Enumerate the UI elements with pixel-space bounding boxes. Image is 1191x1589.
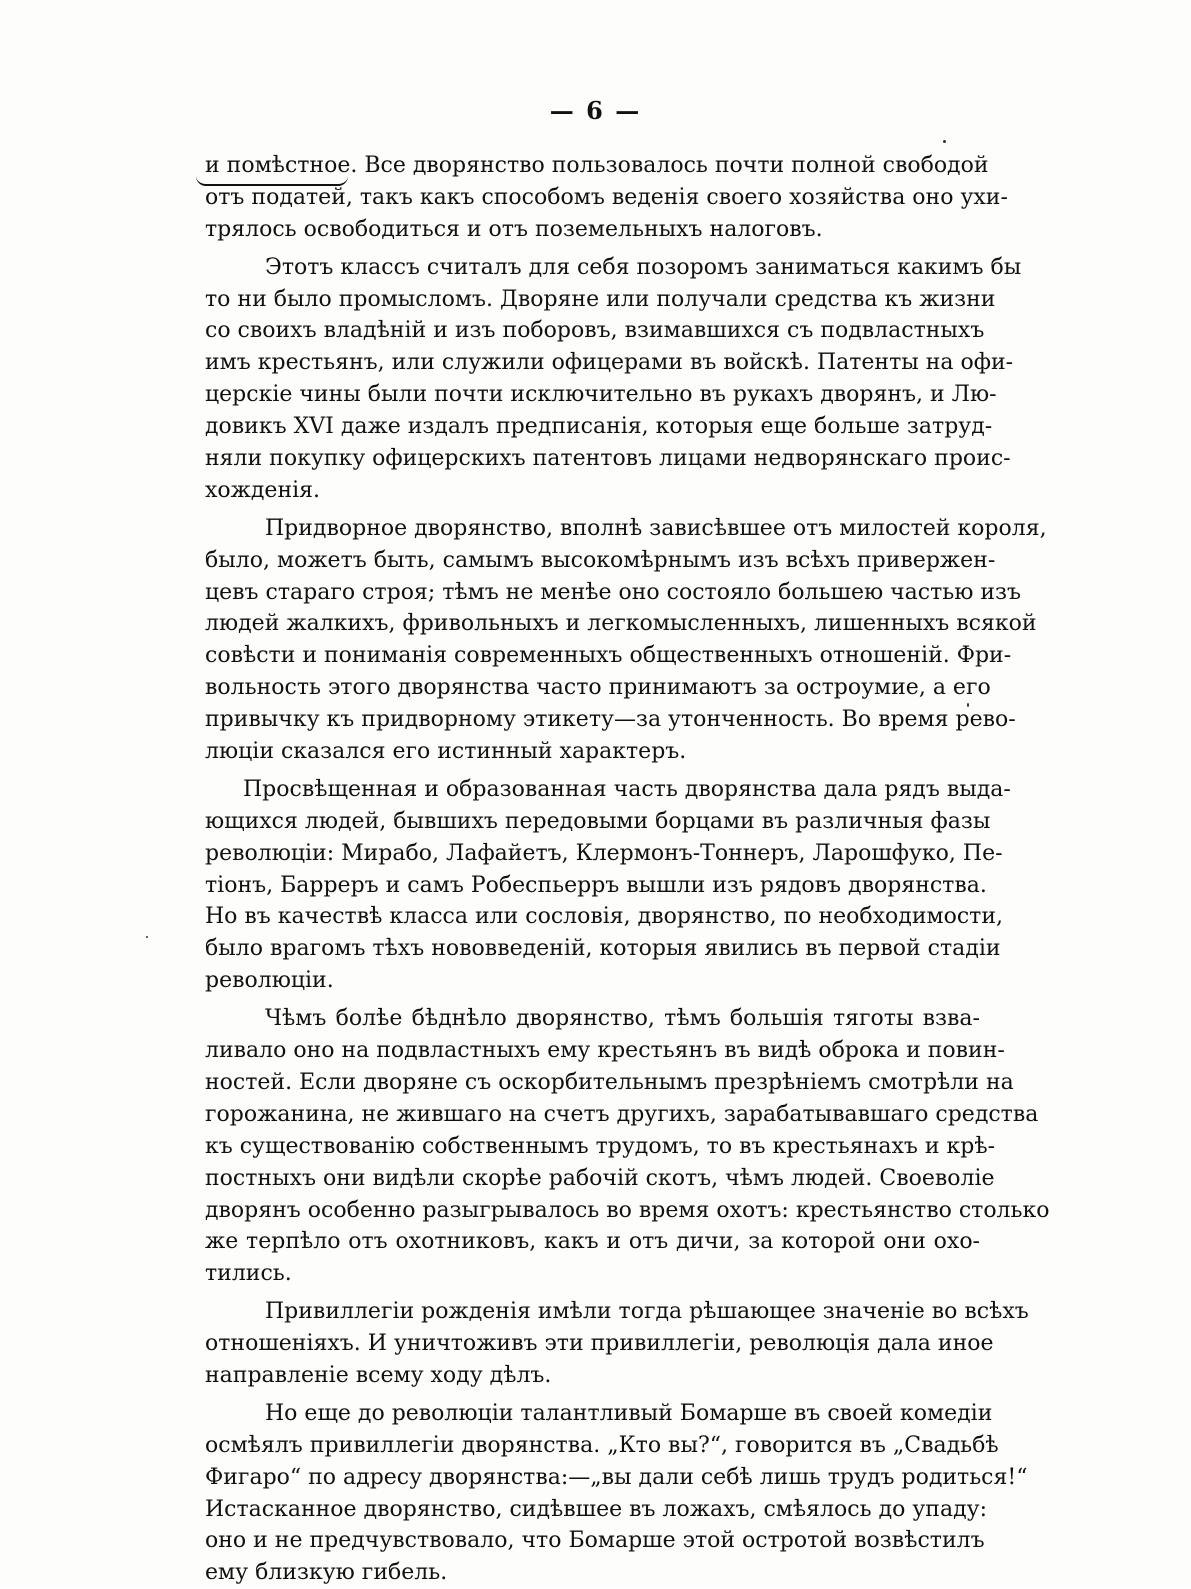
text-line: Привиллегіи рожденія имѣли тогда рѣшающее значеніе во всѣхъ [265,1299,1029,1325]
text-line: же терпѣло отъ охотниковъ, какъ и отъ дичи, за которой они охо- [205,1229,980,1255]
text-line: люціи сказался его истинный характеръ. [205,739,687,765]
text-line: было, можетъ быть, самымъ высокомѣрнымъ изъ всѣхъ привержен- [205,547,996,573]
text-line: ющихся людей, бывшихъ передовыми борцами въ различныя фазы [205,808,991,834]
ink-speck [943,140,946,143]
text-line: имъ крестьянъ, или служили офицерами въ войскѣ. Патенты на офи- [205,350,1014,376]
body-text [205,150,1050,1589]
text-line: Но еще до революціи талантливый Бомарше въ своей комедіи [265,1400,993,1426]
text-line: Чѣмъ болѣе бѣднѣло дворянство, тѣмъ большія тяготы взва- [265,1006,980,1032]
text-line: отъ податей, такъ какъ способомъ веденія своего хозяйства оно ухи- [205,184,1008,210]
paragraph [205,1296,1029,1392]
text-line: то ни было промысломъ. Дворяне или получали средства къ жизни [205,286,996,312]
text-line: совѣсти и пониманія современныхъ общественныхъ отношеній. Фри- [205,643,1012,669]
text-line: горожанина, не жившаго на счетъ другихъ, зарабатывавшаго средства [205,1101,1039,1127]
text-line: оно и не предчувствовало, что Бомарше этой остротой возвѣстилъ [205,1528,985,1554]
ink-speck [146,936,148,938]
text-line: тились. [205,1261,292,1287]
text-line: ностей. Если дворяне съ оскорбительнымъ презрѣніемъ смотрѣли на [205,1069,1014,1095]
page-number: — 6 — [549,96,642,125]
text-line: Но въ качествѣ класса или сословія, дворянство, по необходимости, [205,904,1004,930]
text-line: няли покупку офицерскихъ патентовъ лицами недворянскаго проис- [205,446,1011,472]
text-line: отношеніяхъ. И уничтоживъ эти привиллегіи, революція дала иное [205,1331,994,1357]
text-line: церскіе чины были почти исключительно въ рукахъ дворянъ, и Лю- [205,382,997,408]
text-line: было врагомъ тѣхъ нововведеній, которыя явились въ первой стадіи [205,936,1001,962]
text-line: хожденія. [205,477,321,503]
paragraph [205,774,1011,997]
text-line: Просвѣщенная и образованная часть дворянства дала рядъ выда- [243,776,1011,802]
text-line: къ существованію собственнымъ трудомъ, то въ крестьянахъ и крѣ- [205,1133,996,1159]
text-line: Придворное дворянство, вполнѣ зависѣвшее отъ милостей короля, [265,515,1047,541]
text-line: ему близкую гибель. [205,1560,448,1586]
text-line: Фигаро“ по адресу дворянства:—„вы дали себѣ лишь трудъ родиться!“ [205,1464,1028,1490]
text-line: вольность этого дворянства часто принимаютъ за остроумие, а его [205,675,991,701]
text-line: Этотъ классъ считалъ для себя позоромъ заниматься какимъ бы [265,254,1022,280]
paragraph [205,1398,1028,1589]
text-line: людей жалкихъ, фривольныхъ и легкомысленныхъ, лишенныхъ всякой [205,611,1037,637]
text-line: направленіе всему ходу дѣлъ. [205,1362,552,1388]
paragraph [205,150,1008,246]
text-line: и помѣстное. Все дворянство пользовалось почти полной свободой [205,153,989,178]
paragraph [205,1003,1050,1290]
text-line: тіонъ, Барреръ и самъ Робеспьерръ вышли изъ рядовъ дворянства. [205,872,987,898]
text-line: постныхъ они видѣли скорѣе рабочій скотъ, чѣмъ людей. Своеволіе [205,1165,995,1191]
paragraph [205,513,1047,768]
text-line: трялось освободиться и отъ поземельныхъ налоговъ. [205,216,823,242]
text-line: ливало оно на подвластныхъ ему крестьянъ въ видѣ оброка и повин- [205,1038,1005,1064]
text-line: революціи. [205,968,334,994]
text-line: привычку къ придворному этикету—за утонченность. Во время рево- [205,707,1016,733]
text-line: довикъ XVI даже издалъ предписанія, которыя еще больше затруд- [205,414,993,440]
text-line: осмѣялъ привиллегіи дворянства. „Кто вы?“, говорится въ „Свадьбѣ [205,1432,999,1458]
text-line: дворянъ особенно разыгрывалось во время охотъ: крестьянство столько [205,1197,1050,1223]
text-line: со своихъ владѣній и изъ поборовъ, взимавшихся съ подвластныхъ [205,318,985,344]
text-line: революціи: Мирабо, Лафайетъ, Клермонъ-Тоннеръ, Ларошфуко, Пе- [205,840,1003,866]
text-line: цевъ стараго строя; тѣмъ не менѣе оно состояло большею частью изъ [205,579,1022,605]
paragraph [205,252,1022,507]
text-line: Истасканное дворянство, сидѣвшее въ ложахъ, смѣялось до упаду: [205,1496,987,1522]
